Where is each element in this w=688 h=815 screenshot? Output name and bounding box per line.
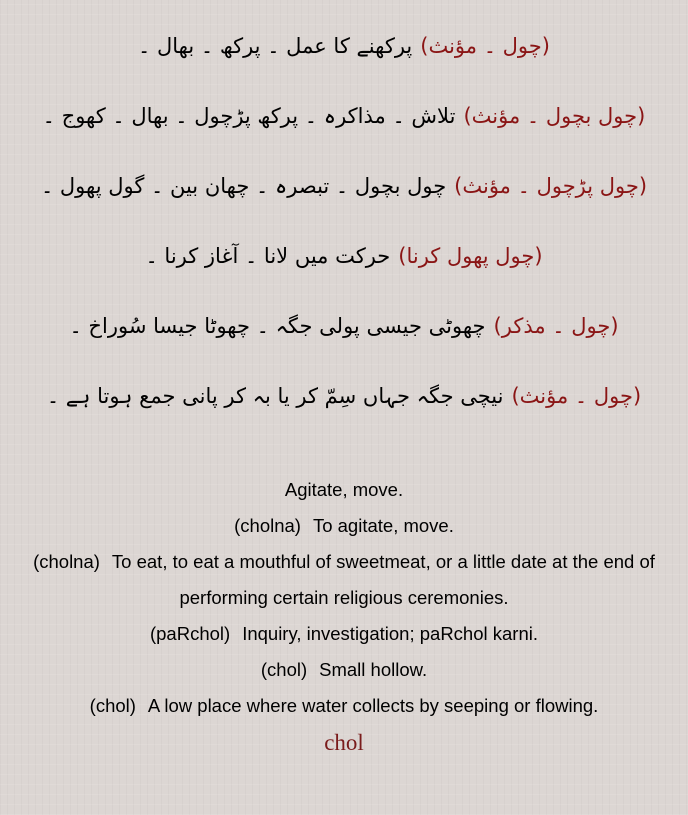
urdu-definition: پرکھنے کا عمل ۔ پرکھ ۔ بھال ۔ [138,34,413,58]
urdu-entry [0,372,688,442]
urdu-definition: حرکت میں لانا ۔ آغاز کرنا ۔ [145,244,391,268]
urdu-pos-label: (چول ۔ مؤنث) [420,34,550,58]
english-entry [0,508,688,544]
english-entry [0,688,688,724]
urdu-pos-label: (چول ۔ مؤنث) [511,384,642,408]
english-entry [0,616,688,652]
urdu-entry [0,162,688,232]
transliteration: (chol) [89,695,136,716]
urdu-pos-label: (چول پڑچول ۔ مؤنث) [454,174,648,198]
english-meaning: Inquiry, investigation; paRchol karni. [242,623,538,644]
urdu-definition: تلاش ۔ مذاکرہ ۔ پرکھ پڑچول ۔ بھال ۔ کھوج ۔ [42,104,456,128]
english-meaning: A low place where water collects by seeping or flowing. [147,695,599,716]
urdu-definition: چول بچول ۔ تبصرہ ۔ چھان بین ۔ گول پھول ۔ [40,174,447,198]
english-entry [0,652,688,688]
english-definitions [0,472,688,724]
english-entry [0,544,688,616]
english-meaning: To eat, to eat a mouthful of sweetmeat, or a little date at the end of performing certain religious ceremonies. [111,551,655,608]
urdu-entry [0,22,688,92]
urdu-definition: نیچی جگہ جہاں سِمّ کر یا بہ کر پانی جمع ہوتا ہے ۔ [46,384,504,408]
english-entry [0,472,688,508]
english-meaning: Small hollow. [319,659,428,680]
transliteration: (cholna) [33,551,100,572]
transliteration: (cholna) [234,515,301,536]
urdu-pos-label: (چول ۔ مذکر) [493,314,619,338]
headword: chol [324,730,364,755]
english-meaning: To agitate, move. [312,515,454,536]
urdu-entry [0,232,688,302]
urdu-entry [0,92,688,162]
urdu-entry [0,302,688,372]
urdu-pos-label: (چول بچول ۔ مؤنث) [463,104,646,128]
urdu-definitions [0,22,688,442]
english-meaning: Agitate, move. [284,479,404,500]
transliteration: (chol) [260,659,308,680]
urdu-definition: چھوٹی جیسی پولی جگہ ۔ چھوٹا جیسا سُوراخ ۔ [69,314,486,338]
transliteration: (paRchol) [149,623,231,644]
urdu-pos-label: (چول پھول کرنا) [398,244,543,268]
